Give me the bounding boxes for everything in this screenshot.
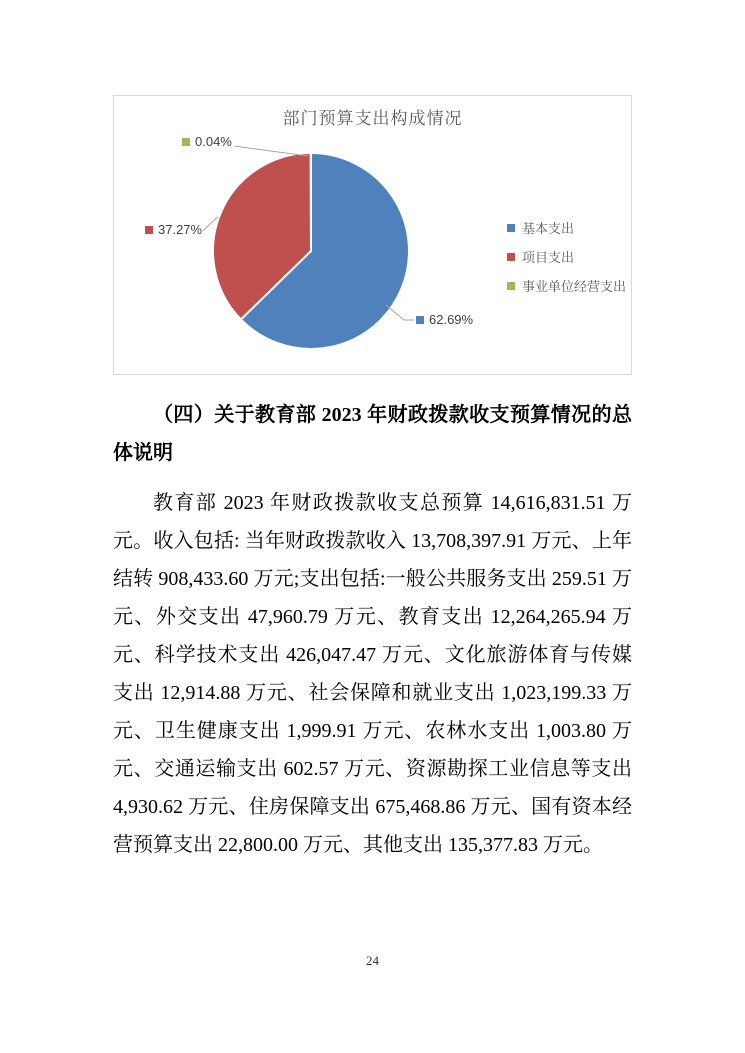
budget-expenditure-chart-panel — [113, 95, 632, 375]
blue-square-icon — [507, 224, 515, 232]
pie-chart — [213, 153, 409, 349]
text-block — [113, 396, 632, 864]
data-label-business-text: 0.04% — [195, 134, 232, 149]
red-square-icon — [145, 226, 153, 234]
body-paragraph: 教育部 2023 年财政拨款收支总预算 14,616,831.51 万元。收入包括: 当年财政拨款收入 13,708,397.91 万元、上年结转 908,433.60 万元;支出包括:一般公共服务支出 259.51 万元、外交支出 47,960.79 万元、教育支出 12,264,265.94 万元、科学技术支出 426,047.47 万元、文化旅游体育与传媒支出 12,914.88 万元、社会保障和就业支出 1,023,199.33 万元、卫生健康支出 1,999.91 万元、农林水支出 1,003.80 万元、交通运输支出 602.57 万元、资源勘探工业信息等支出 4,930.62 万元、住房保障支出 675,468.86 万元、国有资本经营预算支出 22,800.00 万元、其他支出 135,377.83 万元。 — [113, 492, 632, 856]
legend-label-business: 事业单位经营支出 — [522, 279, 627, 294]
data-label-project-text: 37.27% — [158, 222, 203, 237]
legend-item-project — [507, 247, 626, 266]
data-label-project — [145, 222, 202, 237]
legend-item-business — [507, 276, 626, 295]
page-number: 24 — [366, 953, 379, 968]
data-label-business — [182, 134, 232, 149]
section-heading: （四）关于教育部 2023 年财政拨款收支预算情况的总体说明 — [113, 404, 632, 464]
blue-square-icon — [416, 316, 424, 324]
green-square-icon — [182, 138, 190, 146]
chart-legend — [507, 218, 626, 295]
legend-item-basic — [507, 218, 626, 237]
red-square-icon — [507, 253, 515, 261]
legend-label-project: 项目支出 — [522, 250, 575, 265]
chart-title: 部门预算支出构成情况 — [282, 109, 463, 128]
legend-label-basic: 基本支出 — [522, 221, 575, 236]
data-label-basic-text: 62.69% — [429, 312, 474, 327]
data-label-basic — [416, 312, 473, 327]
green-square-icon — [507, 282, 515, 290]
leader-line-business — [234, 146, 308, 156]
